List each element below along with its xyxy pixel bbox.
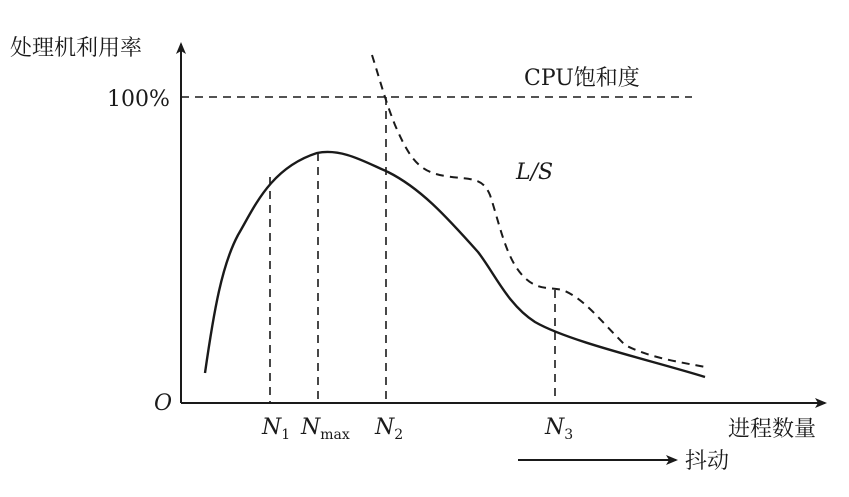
ls-curve-label: L/S <box>516 160 554 185</box>
saturation-label: CPU饱和度 <box>524 66 640 91</box>
origin-label: O <box>154 391 173 416</box>
y-axis-label: 处理机利用率 <box>10 36 143 61</box>
thrashing-label: 抖动 <box>685 449 730 474</box>
n3-label: $N_3$ <box>545 415 574 443</box>
y-tick-100-label: 100% <box>107 87 170 112</box>
n2-label: $N_2$ <box>375 415 404 443</box>
ls-curve <box>372 55 705 367</box>
utilization-curve <box>205 152 705 377</box>
n1-label: $N_1$ <box>262 415 291 443</box>
x-axis-label: 进程数量 <box>728 417 817 442</box>
nmax-label: $N_{max}$ <box>301 415 350 443</box>
